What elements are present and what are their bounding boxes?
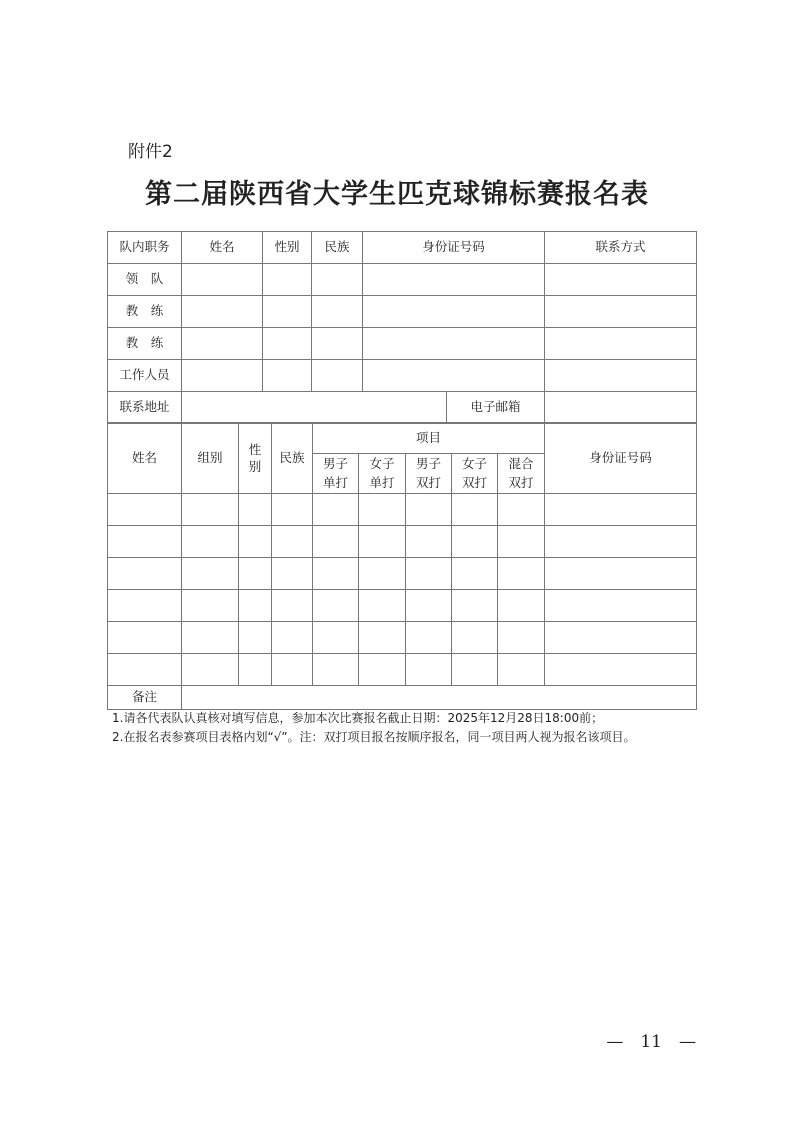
header-name: 姓名 — [182, 232, 263, 264]
staff-row — [108, 360, 697, 392]
event-men-singles: 男子 单打 — [313, 454, 359, 494]
role-label: 领 队 — [108, 264, 182, 296]
player-table — [107, 422, 697, 710]
note-1: 1.请各代表队认真核对填写信息，参加本次比赛报名截止日期：2025年12月28日18:00前； — [112, 711, 604, 725]
player-row — [108, 558, 697, 590]
form-title: 第二届陕西省大学生匹克球锦标赛报名表 — [145, 179, 649, 210]
role-label: 工作人员 — [108, 360, 182, 392]
attachment-label: 附件2 — [128, 142, 173, 162]
staff-row — [108, 296, 697, 328]
player-row — [108, 654, 697, 686]
staff-table — [107, 231, 697, 424]
address-cell[interactable] — [182, 392, 447, 424]
gender-cell[interactable] — [263, 328, 312, 360]
player-row — [108, 622, 697, 654]
staff-row — [108, 264, 697, 296]
event-men-doubles: 男子 双打 — [406, 454, 452, 494]
header-player-id: 身份证号码 — [545, 423, 697, 494]
header-contact: 联系方式 — [545, 232, 697, 264]
contact-cell[interactable] — [545, 296, 697, 328]
address-label: 联系地址 — [108, 392, 182, 424]
event-women-doubles: 女子 双打 — [452, 454, 498, 494]
role-label: 教 练 — [108, 328, 182, 360]
id-cell[interactable] — [363, 360, 545, 392]
ethnicity-cell[interactable] — [312, 360, 363, 392]
name-cell[interactable] — [182, 328, 263, 360]
player-row — [108, 526, 697, 558]
remarks-cell[interactable] — [182, 686, 697, 710]
gender-cell[interactable] — [263, 264, 312, 296]
id-cell[interactable] — [363, 328, 545, 360]
email-label: 电子邮箱 — [447, 392, 545, 424]
contact-cell[interactable] — [545, 360, 697, 392]
player-row — [108, 590, 697, 622]
remarks-label: 备注 — [108, 686, 182, 710]
note-2: 2.在报名表参赛项目表格内划“√”。注：双打项目报名按顺序报名，同一项目两人视为报名该项目。 — [112, 730, 636, 744]
contact-cell[interactable] — [545, 264, 697, 296]
header-player-ethnicity: 民族 — [272, 423, 313, 494]
ethnicity-cell[interactable] — [312, 264, 363, 296]
ethnicity-cell[interactable] — [312, 328, 363, 360]
player-row — [108, 494, 697, 526]
remarks-row — [108, 686, 697, 710]
gender-cell[interactable] — [263, 360, 312, 392]
event-women-singles: 女子 单打 — [359, 454, 406, 494]
header-player-name: 姓名 — [108, 423, 182, 494]
header-group: 组别 — [182, 423, 239, 494]
header-id-number: 身份证号码 — [363, 232, 545, 264]
address-row — [108, 392, 697, 424]
ethnicity-cell[interactable] — [312, 296, 363, 328]
header-player-gender: 性 别 — [239, 423, 272, 494]
header-role: 队内职务 — [108, 232, 182, 264]
id-cell[interactable] — [363, 296, 545, 328]
name-cell[interactable] — [182, 296, 263, 328]
role-label: 教 练 — [108, 296, 182, 328]
page-number: — 11 — — [606, 1032, 696, 1052]
event-mixed-doubles: 混合 双打 — [498, 454, 545, 494]
notes — [112, 709, 636, 747]
player-header-row — [108, 423, 697, 454]
id-cell[interactable] — [363, 264, 545, 296]
staff-row — [108, 328, 697, 360]
header-events: 项目 — [313, 423, 545, 454]
name-cell[interactable] — [182, 264, 263, 296]
staff-header-row — [108, 232, 697, 264]
gender-cell[interactable] — [263, 296, 312, 328]
email-cell[interactable] — [545, 392, 697, 424]
header-gender: 性别 — [263, 232, 312, 264]
contact-cell[interactable] — [545, 328, 697, 360]
name-cell[interactable] — [182, 360, 263, 392]
header-ethnicity: 民族 — [312, 232, 363, 264]
